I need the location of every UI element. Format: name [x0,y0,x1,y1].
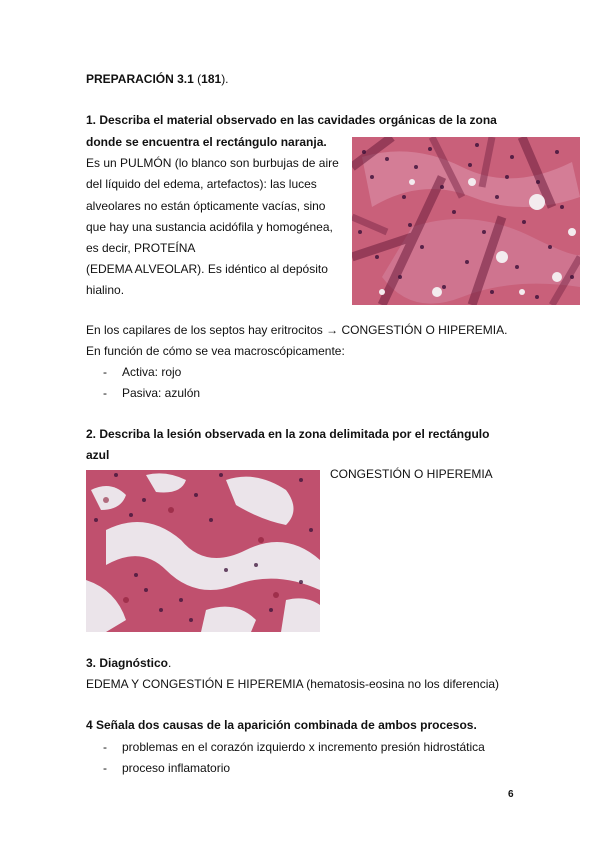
q2-heading-line2: azul [86,448,110,462]
title-paren-close: ). [221,72,229,86]
q3-heading-tail: . [168,656,172,670]
congestion-image [86,470,320,632]
q1-function-line: En función de cómo se vea macroscópicamente: [86,344,345,358]
q4-heading: 4 Señala dos causas de la aparición combinada de ambos procesos. [86,718,477,732]
lung-edema-micrograph [352,137,580,305]
q1-body-line: es decir, PROTEÍNA [86,241,196,255]
q1-capillaries-line: En los capilares de los septos hay eritrocitos → CONGESTIÓN O HIPEREMIA. [86,323,508,337]
q1-body-line: alveolares no están ópticamente vacías, sino [86,199,326,213]
q2-answer: CONGESTIÓN O HIPEREMIA [330,467,493,481]
q1-body-line: del líquido del edema, artefactos): las luces [86,177,317,191]
cause-item: problemas en el corazón izquierdo x incremento presión hidrostática [122,740,485,754]
q3-heading-text: 3. Diagnóstico [86,656,169,670]
cause-item: proceso inflamatorio [122,761,231,775]
bullet-dash: - [103,386,107,400]
bullet-activa: Activa: rojo [122,365,182,379]
bullet-pasiva: Pasiva: azulón [122,386,201,400]
page-title [86,72,229,87]
q1-heading-line1: 1. Describa el material observado en las cavidades orgánicas de la zona [86,113,497,127]
q1-body-line: (EDEMA ALVEOLAR). Es idéntico al depósito [86,262,328,276]
q3-heading [86,656,171,671]
q2-heading-line1: 2. Describa la lesión observada en la zona delimitada por el rectángulo [86,427,490,441]
congestion-micrograph [86,470,320,632]
q1-heading-line2: donde se encuentra el rectángulo naranja. [86,135,327,149]
q1-body-line: Es un PULMÓN (lo blanco son burbujas de aire [86,156,339,170]
bullet-dash: - [103,740,107,754]
lung-edema-image [352,137,580,305]
bullet-dash: - [103,761,107,775]
title-number: 181 [201,72,222,86]
q1-body-line: que hay una sustancia acidófila y homogénea, [86,220,333,234]
q3-answer: EDEMA Y CONGESTIÓN E HIPEREMIA (hematosis-eosina no los diferencia) [86,677,500,691]
title-paren-open: ( [193,72,202,86]
title-bold: PREPARACIÓN 3.1 [86,72,194,86]
bullet-dash: - [103,365,107,379]
page-number: 6 [508,789,514,800]
q1-body-line: hialino. [86,283,125,297]
